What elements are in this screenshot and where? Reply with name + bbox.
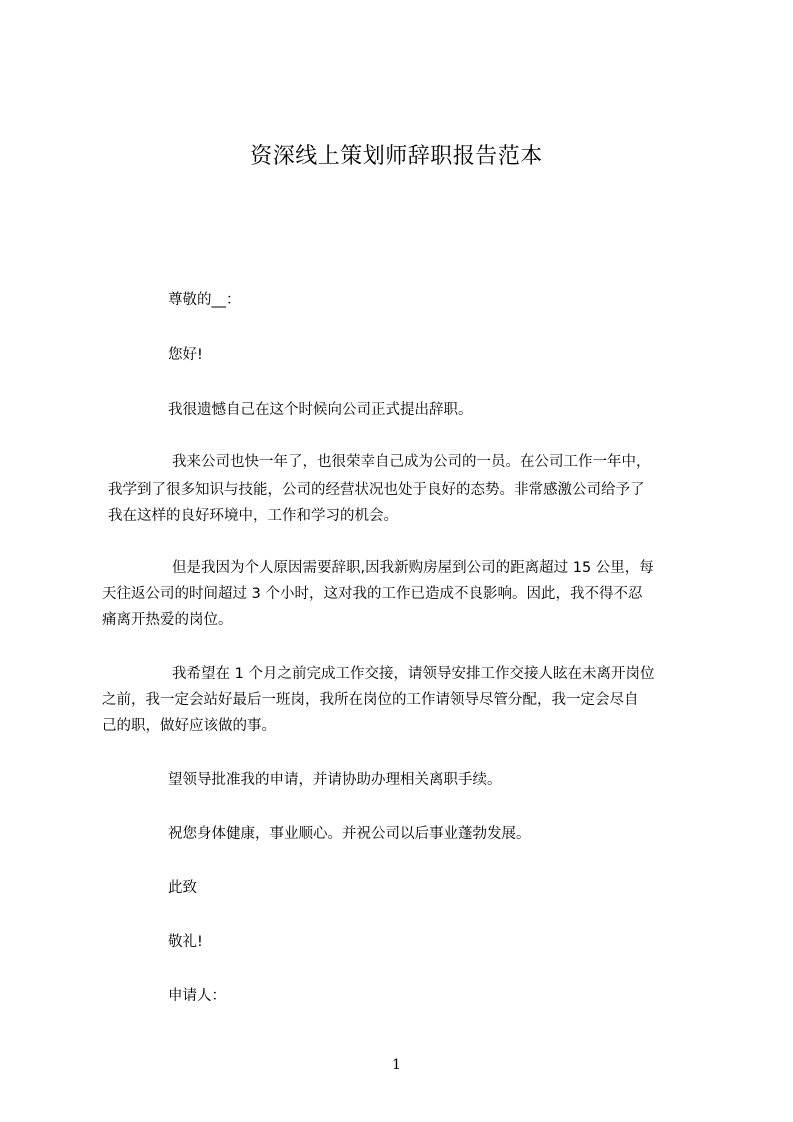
paragraph-6: 祝您身体健康，事业顺心。并祝公司以后事业蓬勃发展。 — [168, 826, 531, 842]
page-number: 1 — [392, 1057, 401, 1073]
document-title: 资深线上策划师辞职报告范本 — [250, 144, 543, 169]
paragraph-4-line-3: 己的职，做好应该做的事。 — [102, 718, 276, 734]
paragraph-1: 我很遗憾自己在这个时候向公司正式提出辞职。 — [168, 402, 473, 418]
paragraph-3-line-1: 但是我因为个人原因需要辞职,因我新购房屋到公司的距离超过 15 公里，每 — [172, 560, 654, 576]
paragraph-3-line-2: 天往返公司的时间超过 3 个小时，这对我的工作已造成不良影响。因此，我不得不忍 — [102, 586, 643, 602]
applicant-label: 申请人： — [168, 988, 226, 1004]
paragraph-2-line-3: 我在这样的良好环境中，工作和学习的机会。 — [108, 508, 398, 524]
closing-line-2: 敬礼! — [168, 934, 203, 950]
greeting: 您好! — [168, 347, 203, 363]
paragraph-3-line-3: 痛离开热爱的岗位。 — [102, 612, 233, 628]
salutation: 尊敬的__： — [168, 292, 241, 308]
closing-line-1: 此致 — [168, 880, 197, 896]
paragraph-5: 望领导批准我的申请，并请协助办理相关离职手续。 — [168, 772, 502, 788]
paragraph-2-line-1: 我来公司也快一年了，也很荣幸自己成为公司的一员。在公司工作一年中， — [172, 454, 651, 470]
paragraph-2-line-2: 我学到了很多知识与技能，公司的经营状况也处于良好的态势。非常感激公司给予了 — [108, 482, 645, 498]
paragraph-4-line-1: 我希望在 1 个月之前完成工作交接，请领导安排工作交接人眩在未离开岗位 — [172, 666, 655, 682]
paragraph-4-line-2: 之前，我一定会站好最后一班岗，我所在岗位的工作请领导尽管分配，我一定会尽自 — [102, 692, 639, 708]
